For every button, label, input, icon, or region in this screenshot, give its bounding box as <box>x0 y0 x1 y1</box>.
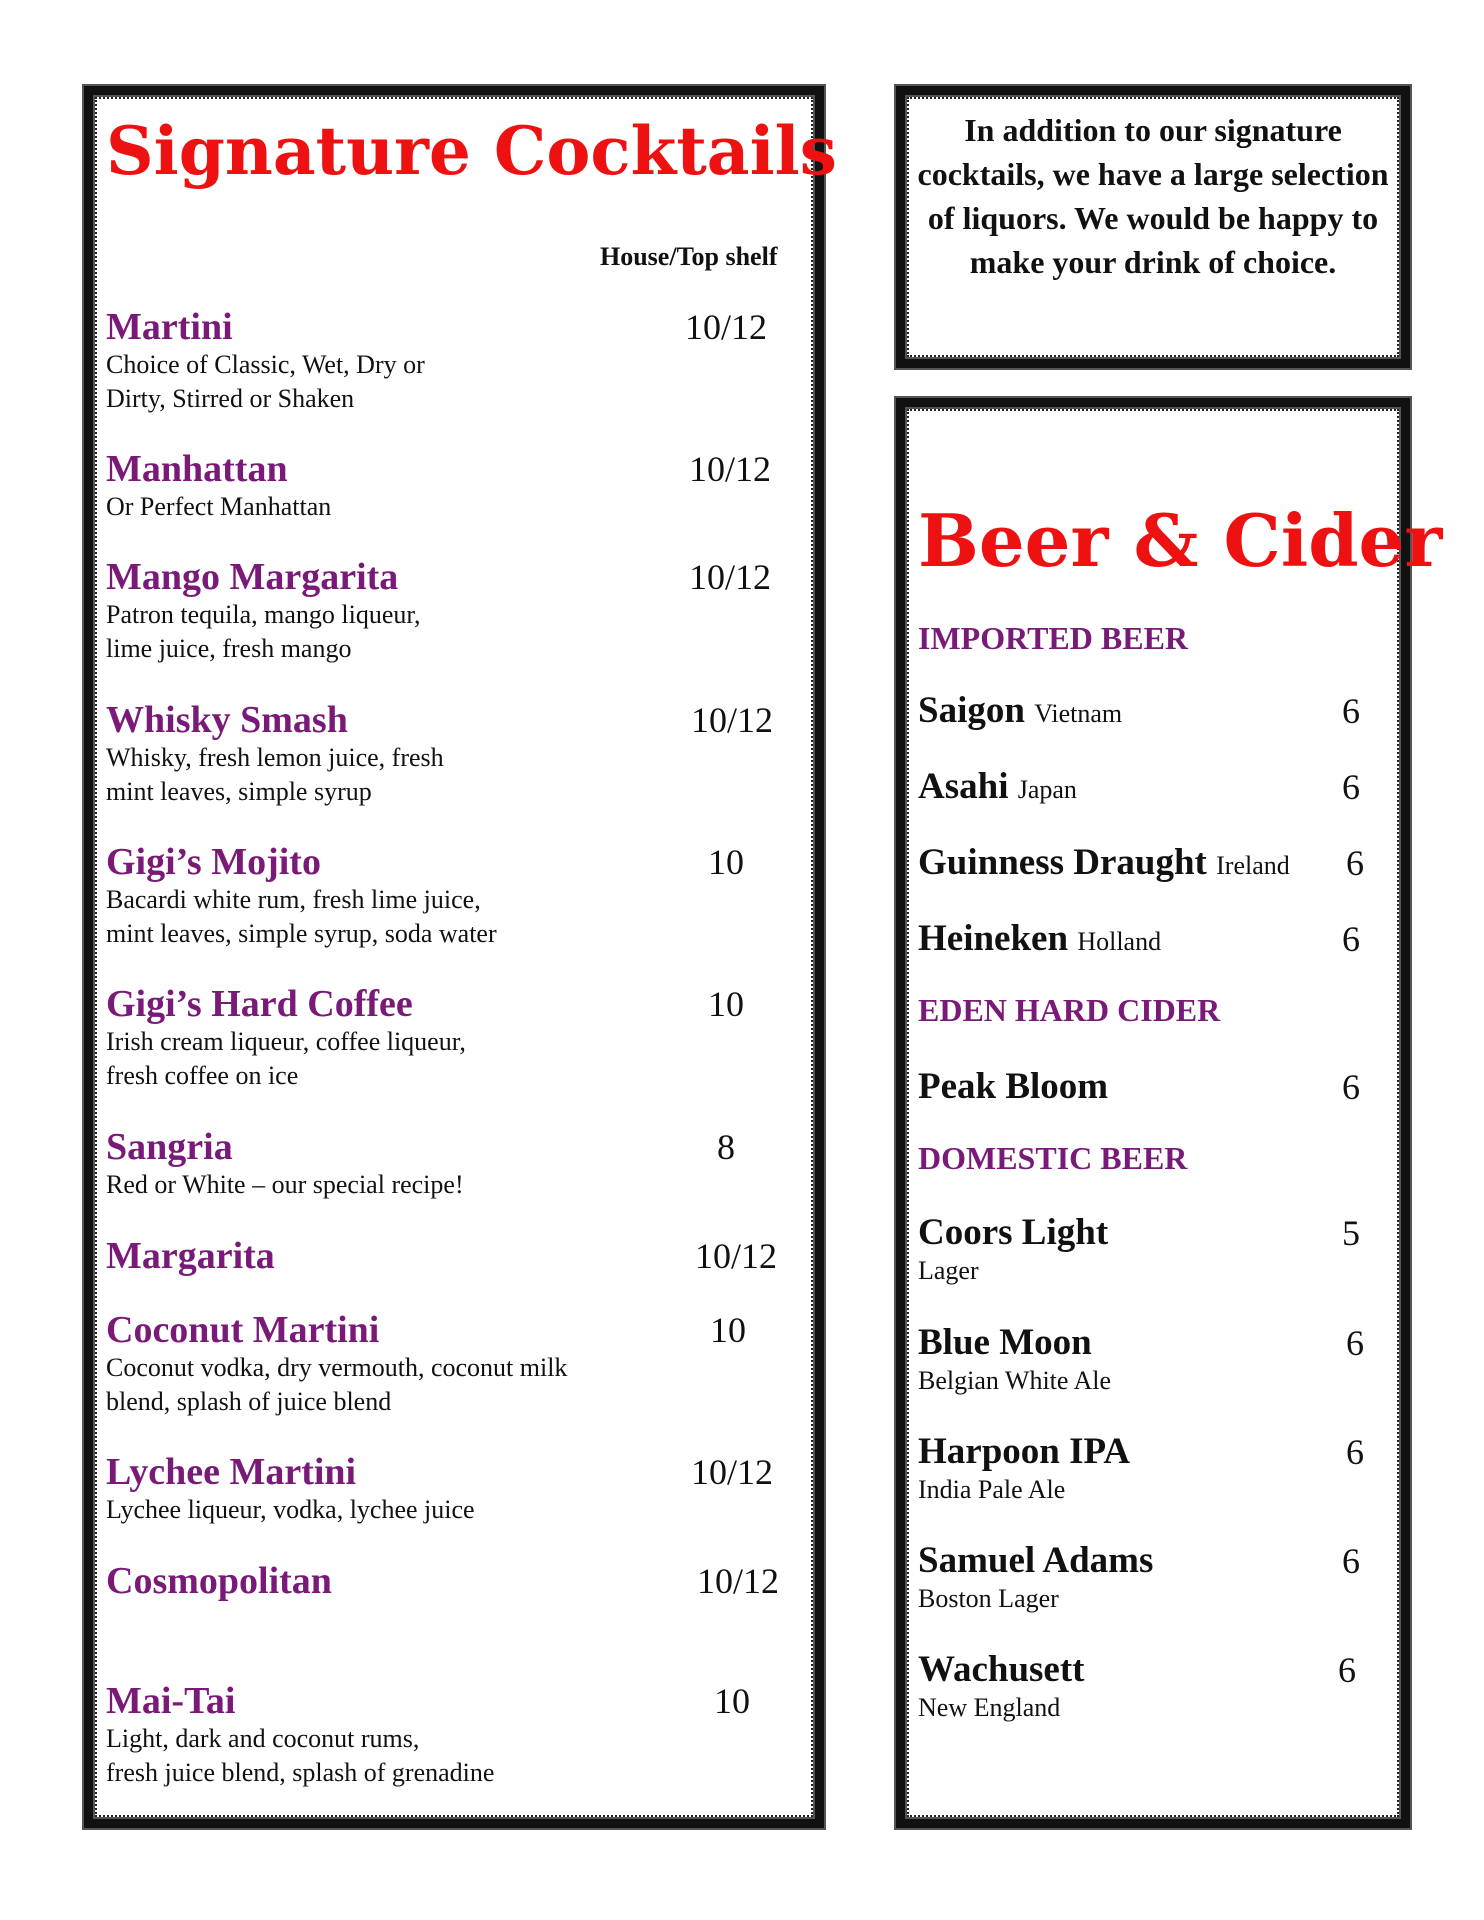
beer-name: Blue Moon <box>918 1322 1092 1363</box>
cocktail-name: Cosmopolitan <box>106 1560 332 1602</box>
beer-item <box>918 1649 1368 1725</box>
beer-item <box>918 1431 1368 1507</box>
cocktail-description: Red or White – our special recipe! <box>106 1170 464 1199</box>
cocktail-item <box>106 1235 786 1277</box>
cocktail-description: Bacardi white rum, fresh lime juice, mint leaves, simple syrup, soda water <box>106 885 497 948</box>
cocktail-item <box>106 699 786 809</box>
cocktail-price: 10 <box>714 1681 750 1721</box>
beer-name: Wachusett <box>918 1649 1085 1690</box>
cocktail-price: 10 <box>710 1310 746 1350</box>
section-eden-hard-cider: EDEN HARD CIDER <box>918 992 1221 1028</box>
liquor-note: In addition to our signature cocktails, we have a large selection of liquors. We would be happy to make your drink of choice. <box>917 112 1389 280</box>
beer-style: India Pale Ale <box>918 1475 1066 1504</box>
beer-price: 6 <box>1346 843 1364 883</box>
cocktail-description: Irish cream liqueur, coffee liqueur, fresh coffee on ice <box>106 1027 466 1090</box>
beer-origin: Ireland <box>1216 851 1290 880</box>
cocktail-item <box>106 1309 786 1419</box>
beer-price: 6 <box>1346 1323 1364 1363</box>
beer-name: Guinness Draught <box>918 842 1207 883</box>
cocktail-name: Coconut Martini <box>106 1309 380 1351</box>
cocktail-description: Choice of Classic, Wet, Dry or Dirty, Stirred or Shaken <box>106 350 425 413</box>
beer-item <box>918 1540 1368 1616</box>
beer-name: Asahi <box>918 766 1009 807</box>
beer-price: 6 <box>1338 1650 1356 1690</box>
beer-style: Belgian White Ale <box>918 1366 1112 1395</box>
beer-name: Samuel Adams <box>918 1540 1154 1581</box>
cocktail-name: Whisky Smash <box>106 699 348 741</box>
cocktail-price: 10/12 <box>688 557 771 597</box>
cocktail-item <box>106 306 786 416</box>
beer-style: Lager <box>918 1256 979 1285</box>
cocktail-price: 10/12 <box>690 1452 773 1492</box>
cocktail-description: Lychee liqueur, vodka, lychee juice <box>106 1495 475 1524</box>
price-column-header: House/Top shelf <box>600 242 778 271</box>
cocktail-description: Or Perfect Manhattan <box>106 492 332 521</box>
beer-price: 6 <box>1342 767 1360 807</box>
beer-price: 6 <box>1342 919 1360 959</box>
cocktail-name: Lychee Martini <box>106 1451 357 1493</box>
beer-item <box>918 690 1368 735</box>
cocktail-item <box>106 1451 786 1527</box>
cocktail-price: 10/12 <box>684 307 767 347</box>
beer-name: Harpoon IPA <box>918 1431 1131 1472</box>
beer-price: 6 <box>1342 1541 1360 1581</box>
beer-name: Heineken <box>918 918 1069 959</box>
beer-price: 6 <box>1342 691 1360 731</box>
cocktail-item <box>106 1126 786 1202</box>
cocktail-item <box>106 1680 786 1790</box>
beer-name: Coors Light <box>918 1212 1109 1253</box>
beer-name: Saigon <box>918 690 1025 731</box>
beer-origin: Holland <box>1077 927 1162 956</box>
cocktail-name: Mango Margarita <box>106 556 399 598</box>
cocktail-price: 10/12 <box>694 1236 777 1276</box>
beer-item <box>918 1322 1368 1398</box>
section-domestic-beer: DOMESTIC BEER <box>918 1140 1188 1176</box>
beer-item <box>918 1066 1368 1108</box>
beer-item <box>918 1212 1368 1288</box>
cocktail-item <box>106 983 786 1093</box>
cocktail-name: Mai-Tai <box>106 1680 236 1722</box>
beer-price: 5 <box>1342 1213 1360 1253</box>
beer-name: Peak Bloom <box>918 1066 1109 1107</box>
cocktail-description: Light, dark and coconut rums, fresh juice blend, splash of grenadine <box>106 1724 495 1787</box>
cocktail-item <box>106 556 786 666</box>
cocktail-name: Sangria <box>106 1126 233 1168</box>
beer-origin: Japan <box>1017 775 1077 804</box>
cocktail-name: Martini <box>106 306 233 348</box>
beer-price: 6 <box>1346 1432 1364 1472</box>
cocktail-description: Coconut vodka, dry vermouth, coconut milk blend, splash of juice blend <box>106 1353 568 1416</box>
beer-style: Boston Lager <box>918 1584 1059 1613</box>
cocktail-item <box>106 448 786 524</box>
cocktail-name: Gigi’s Hard Coffee <box>106 983 413 1025</box>
beer-item <box>918 766 1368 811</box>
beer-title: Beer & Cider <box>918 498 1443 583</box>
cocktail-description: Patron tequila, mango liqueur, lime juice, fresh mango <box>106 600 421 663</box>
cocktail-price: 10/12 <box>688 449 771 489</box>
cocktails-title: Signature Cocktails <box>106 112 837 190</box>
cocktail-price: 8 <box>717 1127 735 1167</box>
beer-item <box>918 918 1368 963</box>
cocktail-price: 10 <box>708 842 744 882</box>
cocktail-item <box>106 1560 786 1602</box>
cocktail-name: Gigi’s Mojito <box>106 841 321 883</box>
section-imported-beer: IMPORTED BEER <box>918 620 1189 656</box>
cocktail-price: 10/12 <box>696 1561 779 1601</box>
beer-origin: Vietnam <box>1034 699 1123 728</box>
cocktail-name: Margarita <box>106 1235 275 1277</box>
beer-style: New England <box>918 1693 1061 1722</box>
cocktail-item <box>106 841 786 951</box>
beer-price: 6 <box>1342 1067 1360 1107</box>
cocktail-price: 10/12 <box>690 700 773 740</box>
cocktail-price: 10 <box>708 984 744 1024</box>
cocktail-name: Manhattan <box>106 448 288 490</box>
beer-item <box>918 842 1368 887</box>
cocktail-description: Whisky, fresh lemon juice, fresh mint leaves, simple syrup <box>106 743 444 806</box>
